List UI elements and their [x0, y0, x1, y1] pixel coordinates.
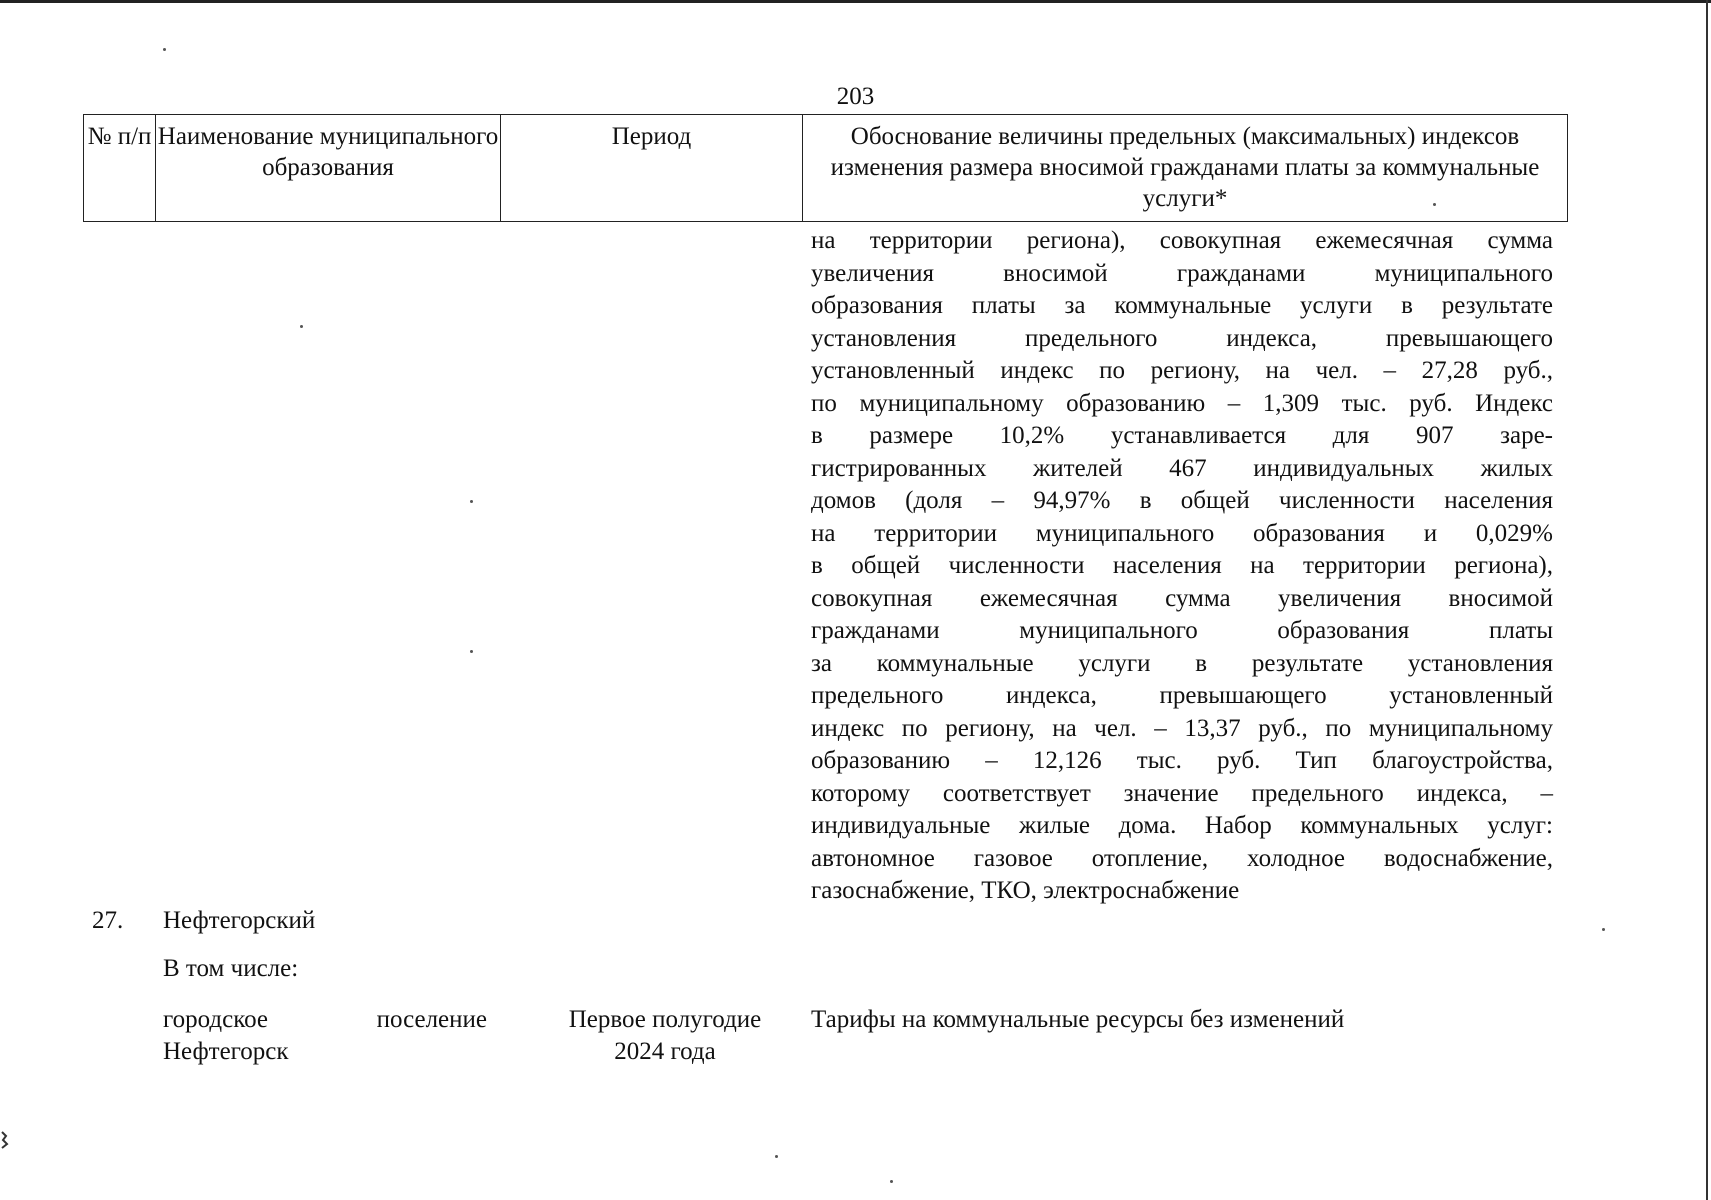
scan-speck [1602, 928, 1605, 931]
text-line: домов (доля – 94,97% в общей численности населения [811, 487, 1553, 514]
text-line: газоснабжение, ТКО, электроснабжение [811, 877, 1240, 904]
text-line: образованию – 12,126 тыс. руб. Тип благоустройства, [811, 747, 1553, 774]
scan-right-border [1706, 0, 1708, 1200]
text-line: на территории региона), совокупная ежемесячная сумма [811, 227, 1553, 254]
text-line: установления предельного индекса, превышающего [811, 324, 1553, 352]
header-col-name: Наименование муниципального образования [156, 115, 501, 221]
text-line: в размере 10,2% устанавливается для 907 заре- [811, 422, 1553, 449]
scan-speck [470, 500, 473, 503]
basis-continuation-text [811, 225, 1553, 908]
text-line: автономное газовое отопление, холодное водоснабжение, [811, 844, 1553, 872]
text-line: на территории муниципального образования и 0,029% [811, 519, 1553, 547]
scan-speck [775, 1155, 778, 1158]
scan-speck [163, 48, 166, 51]
table-header [83, 114, 1568, 222]
including-label: В том числе: [163, 955, 299, 982]
text-line: образования платы за коммунальные услуги в результате [811, 292, 1553, 319]
text-line: установленный индекс по региону, на чел. – 27,28 руб., [811, 357, 1553, 384]
municipality-name: Нефтегорский [163, 907, 316, 934]
settlement-line: Нефтегорск [163, 1038, 289, 1065]
scan-speck [1433, 203, 1436, 206]
header-col-period: Период [501, 115, 803, 221]
text-line: совокупная ежемесячная сумма увеличения вносимой [811, 584, 1553, 612]
text-line: гистрированных жителей 467 индивидуальных жилых [811, 454, 1553, 482]
settlement-line: городское поселение [163, 1006, 487, 1033]
scan-speck [470, 650, 473, 653]
header-col-number: № п/п [84, 115, 156, 221]
row-number: 27. [92, 907, 124, 934]
page-number: 203 [836, 83, 875, 110]
scan-speck [890, 1180, 893, 1183]
text-line: индивидуальные жилые дома. Набор коммунальных услуг: [811, 812, 1553, 839]
basis-cell: Тарифы на коммунальные ресурсы без изменений [811, 1006, 1345, 1033]
text-line: по муниципальному образованию – 1,309 тыс. руб. Индекс [811, 389, 1553, 417]
scan-artifact-icon [0, 1130, 10, 1150]
text-line: гражданами муниципального образования платы [811, 617, 1553, 644]
period-cell [515, 1004, 815, 1068]
header-col-basis: Обоснование величины предельных (максимальных) индексов изменения размера вносимой гражданами платы за коммунальные услуги* [830, 123, 1540, 212]
text-line: индекс по региону, на чел. – 13,37 руб., по муниципальному [811, 714, 1553, 742]
text-line: в общей численности населения на территории региона), [811, 552, 1553, 579]
scan-top-border [0, 0, 1711, 3]
period-line: Первое полугодие [568, 1006, 762, 1033]
text-line: предельного индекса, превышающего установленный [811, 682, 1553, 709]
text-line: которому соответствует значение предельного индекса, – [811, 779, 1553, 807]
period-line: 2024 года [614, 1038, 716, 1065]
settlement-name [163, 1004, 487, 1068]
text-line: за коммунальные услуги в результате установления [811, 649, 1553, 677]
scan-speck [300, 325, 303, 328]
text-line: увеличения вносимой гражданами муниципального [811, 259, 1553, 287]
